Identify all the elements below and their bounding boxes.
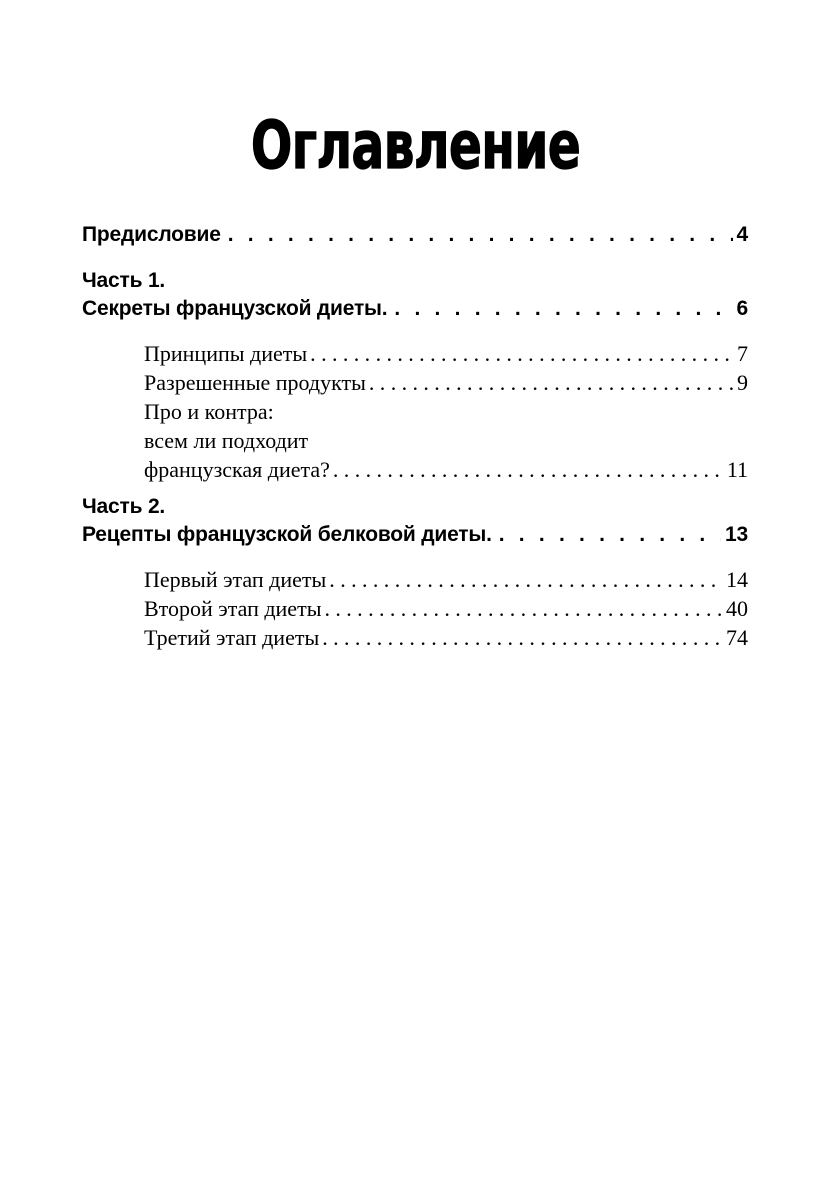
toc-subentry: [82, 565, 748, 594]
dot-leader: [330, 455, 723, 484]
toc-entry-label: Разрешенные продукты: [144, 369, 366, 395]
page-number: 9: [737, 369, 748, 395]
dot-leader: [326, 565, 722, 594]
toc-entry-label: французская диета?: [144, 456, 330, 482]
toc-entry-part2: [82, 493, 748, 549]
page-number: 14: [726, 566, 748, 592]
toc-subentries-part2: [82, 565, 748, 652]
page-number: 6: [736, 296, 748, 320]
dot-leader: [387, 295, 732, 323]
toc-entry-line: [82, 493, 748, 521]
toc-entry-label: Предисловие: [82, 222, 221, 246]
toc-entry-label: Рецепты французской белковой диеты.: [82, 522, 492, 546]
table-of-contents: [82, 221, 748, 652]
page-number: 11: [726, 456, 748, 482]
toc-entry-line: [82, 521, 748, 549]
toc-entry-label: Часть 1.: [82, 268, 166, 292]
toc-subentries-part1: [82, 339, 748, 484]
page-title-wrap: [0, 0, 830, 184]
toc-subentry: [82, 623, 748, 652]
page-number: 40: [726, 595, 748, 621]
dot-leader: [221, 221, 733, 249]
toc-entry-line: [82, 426, 748, 455]
dot-leader: [321, 594, 722, 623]
dot-leader: [366, 368, 733, 397]
page-number: 74: [726, 624, 748, 650]
toc-entry-label: Про и контра:: [144, 398, 274, 424]
toc-entry-label: Часть 2.: [82, 494, 166, 518]
toc-entry-label: Второй этап диеты: [144, 595, 322, 621]
toc-entry-preface: [82, 221, 748, 249]
page-title: Оглавление: [250, 107, 580, 184]
toc-entry-label: Принципы диеты: [144, 340, 308, 366]
toc-entry-label: всем ли подходит: [144, 427, 309, 453]
page-number: 4: [736, 222, 748, 246]
toc-entry-label: Секреты французской диеты.: [82, 296, 388, 320]
page-number: 7: [737, 340, 748, 366]
dot-leader: [307, 339, 733, 368]
toc-entry-label: Третий этап диеты: [144, 624, 320, 650]
toc-subentry: [82, 368, 748, 397]
toc-subentry-multiline: [82, 397, 748, 484]
toc-subentry: [82, 594, 748, 623]
toc-entry-part1: [82, 267, 748, 323]
toc-entry-line: [82, 295, 748, 323]
toc-entry-label: Первый этап диеты: [144, 566, 327, 592]
dot-leader: [492, 521, 721, 549]
toc-entry-line: [82, 455, 748, 484]
toc-entry-line: [82, 397, 748, 426]
toc-entry-line: [82, 267, 748, 295]
dot-leader: [319, 623, 722, 652]
page-number: 13: [725, 522, 748, 546]
toc-subentry: [82, 339, 748, 368]
